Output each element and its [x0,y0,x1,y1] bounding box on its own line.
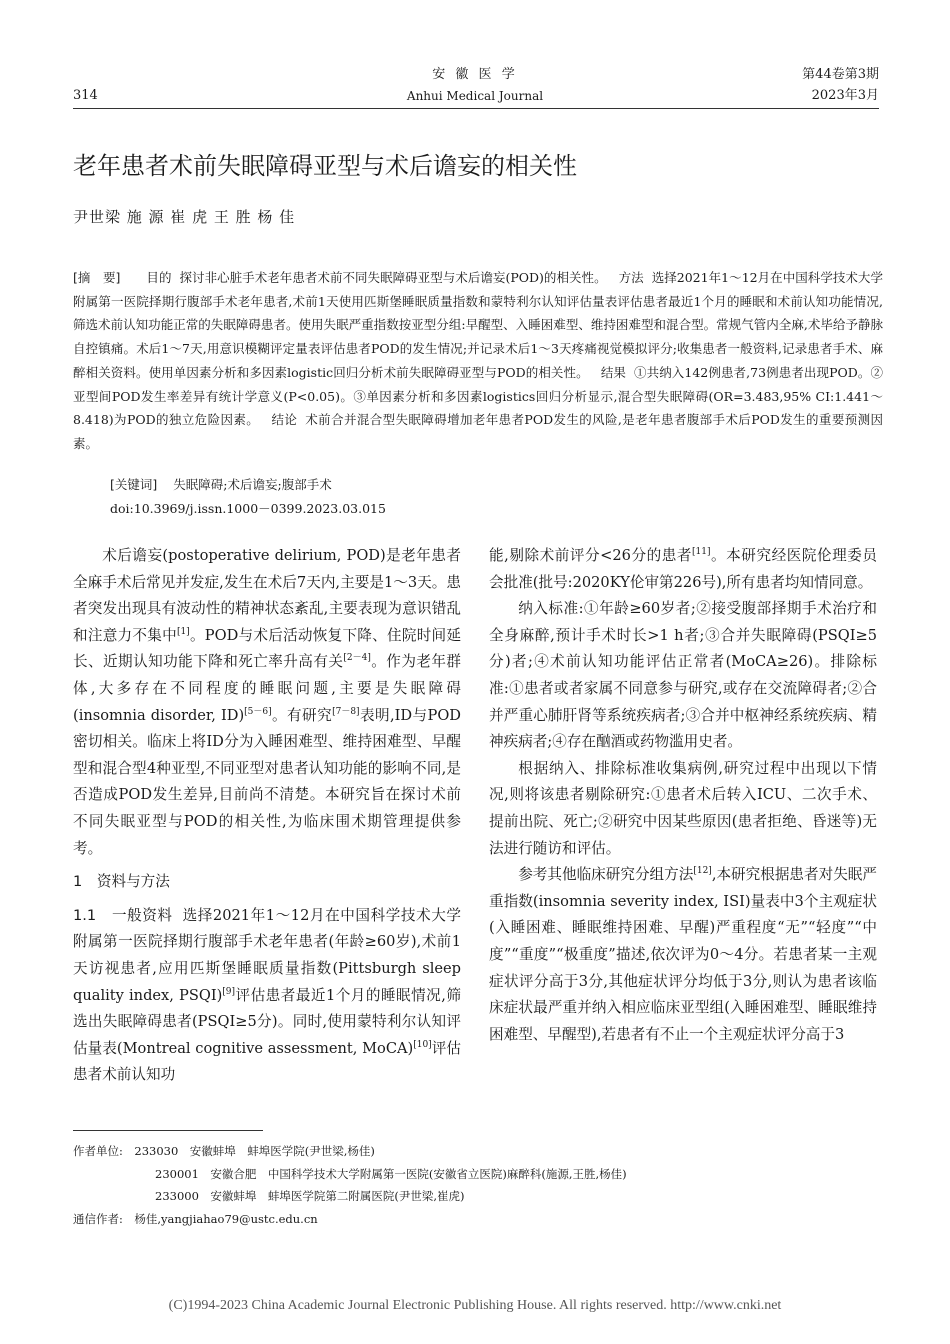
intro-paragraph [73,543,461,862]
issue-date: 2023年3月 [811,88,879,103]
citation[interactable]: [11] [692,547,711,558]
unit-2: 230001 安徽合肥 中国科学技术大学附属第一医院(安徽省立医院)麻醉科(施源,王胜,杨佳) [155,1166,627,1181]
footnote-rule [73,1130,263,1131]
grouping-text-1: 参考其他临床研究分组方法 [518,866,694,884]
body-column-left [73,543,461,1089]
unit-label: 作者单位: [73,1144,123,1158]
copyright-notice: (C)1994-2023 China Academic Journal Electronic Publishing House. All rights reserved. http://www.cnki.net [168,1298,782,1313]
author-unit-row [73,1140,883,1163]
abstract [73,266,883,456]
corresponding-author-row [73,1208,883,1231]
section-heading: 1 资料与方法 [73,873,170,891]
doi[interactable]: doi:10.3969/j.issn.1000－0399.2023.03.015 [110,501,386,516]
unit-3: 233000 安徽蚌埠 蚌埠医学院第二附属医院(尹世梁,崔虎) [155,1189,465,1203]
citation[interactable]: [9] [222,986,236,997]
author-unit-row [73,1185,883,1208]
author-list: 尹世梁 施 源 崔 虎 王 胜 杨 佳 [73,208,296,226]
citation[interactable]: [1] [176,626,190,637]
abstract-results: ①共纳入142例患者,73例患者出现POD。②亚型间POD发生率差异有统计学意义(P<0.05)。③单因素分析和多因素logistics回归分析显示,混合型失眠障碍(OR=3.483,95% CI:1.441～8.418)为POD的独立危险因素。 [73,364,883,428]
methods-paragraph [73,903,461,1089]
continued-text-2: 。本研究经医院伦理委员会批准(批号:2020KY伦审第226号),所有患者均知情同意。 [489,547,877,591]
citation[interactable]: [2－4] [343,653,371,664]
footnotes [73,1140,883,1230]
methods-text-3: 评估患者术前认知功 [73,1039,461,1084]
volume-issue: 第44卷第3期 [802,67,879,82]
methods-label: 方法 [618,270,644,285]
citation[interactable]: [7－8] [332,706,360,717]
corr-label: 通信作者: [73,1211,123,1226]
unit-1: 233030 安徽蚌埠 蚌埠医学院(尹世梁,杨佳) [134,1144,375,1158]
intro-text-5: 表明,ID与POD密切相关。临床上将ID分为入睡困难型、维持困难型、早醒型和混合型4种亚型,不同亚型对患者认知功能的影响不同,是否造成POD发生差异,目前尚不清楚。本研究旨在探讨术前不同失眠亚型与POD的相关性,为临床围术期管理提供参考。 [73,706,461,857]
corr-author[interactable]: 杨佳,yangjiahao79@ustc.edu.cn [134,1211,318,1226]
abstract-objective: 探讨非心脏手术老年患者术前不同失眠障碍亚型与术后谵妄(POD)的相关性。 [179,270,607,285]
grouping-paragraph [489,862,877,1048]
objective-label: 目的 [146,270,172,285]
journal-name-en: Anhui Medical Journal [406,89,544,103]
citation[interactable]: [12] [693,866,712,877]
grouping-text-2: ,本研究根据患者对失眠严重指数(insomnia severity index, ISI)量表中3个主观症状(入睡困难、睡眠维持困难、早醒)严重程度“无”“轻度”“中度”“重度”“极重度”描述,依次评为0～4分。若患者某一主观症状评分高于3分,其他症状评分均低于3分,则认为患者该临床症状最严重并纳入相应临床亚型组(入睡困难型、睡眠维持困难型、早醒型),若患者有不止一个主观症状评分高于3 [489,866,877,1043]
journal-name-cn: 安 徽 医 学 [432,67,518,82]
intro-text-2: 。POD与术后活动恢复下降、住院时间延长、近期认知功能下降和死亡率升高有关 [73,626,461,671]
continued-text-1: 能,剔除术前评分<26分的患者 [489,547,693,564]
keywords-label: [关键词] [110,477,158,492]
inclusion-criteria-paragraph: 纳入标准:①年龄≥60岁者;②接受腹部择期手术治疗和全身麻醉,预计手术时长>1 h者;③合并失眠障碍(PSQI≥5分)者;④术前认知功能评估正常者(MoCA≥26)。排除标准:①患者或者家属不同意参与研究,或存在交流障碍者;②合并严重心肺肝肾等系统疾病者;③合并中枢神经系统疾病、精神疾病者;④存在酗酒或药物滥用史者。 [489,600,877,751]
intro-text-1: 术后谵妄(postoperative delirium, POD)是老年患者全麻手术后常见并发症,发生在术后7天内,主要是1～3天。患者突发出现具有波动性的精神状态紊乱,主要表现为意识错乱和注意力不集中 [73,547,461,644]
continued-paragraph [489,543,877,596]
citation[interactable]: [10] [413,1039,432,1050]
keywords-text: 失眠障碍;术后谵妄;腹部手术 [173,477,332,492]
page-number: 314 [73,88,98,103]
keywords [110,475,332,495]
subsection-label: 1.1 一般资料 [73,906,173,924]
citation[interactable]: [5－6] [244,706,272,717]
paper-title: 老年患者术前失眠障碍亚型与术后谵妄的相关性 [73,152,577,180]
methods-text-2: 评估患者最近1个月的睡眠情况,筛选出失眠障碍患者(PSQI≥5分)。同时,使用蒙特利尔认知评估量表(Montreal cognitive assessment, MoCA) [73,986,461,1057]
abstract-label: [摘 要] [73,270,121,285]
author-unit-row [73,1163,883,1186]
conclusion-label: 结论 [271,412,298,428]
intro-text-4: 。有研究 [271,706,333,724]
intro-text-3: 。作为老年群体,大多存在不同程度的睡眠问题,主要是失眠障碍(insomnia disorder, ID) [73,653,461,724]
abstract-conclusion: 术前合并混合型失眠障碍增加老年患者POD发生的风险,是老年患者腹部手术后POD发生的重要预测因素。 [73,412,883,451]
body-column-right [489,543,877,1048]
results-label: 结果 [600,364,627,380]
exclusion-paragraph: 根据纳入、排除标准收集病例,研究过程中出现以下情况,则将该患者剔除研究:①患者术后转入ICU、二次手术、提前出院、死亡;②研究中因某些原因(患者拒绝、昏迷等)无法进行随访和评估。 [489,759,877,857]
methods-text-1: 选择2021年1～12月在中国科学技术大学附属第一医院择期行腹部手术老年患者(年龄≥60岁),术前1天访视患者,应用匹斯堡睡眠质量指数(Pittsburgh sleep quality index, PSQI) [73,906,461,1004]
header-rule [73,108,879,109]
abstract-methods: 选择2021年1～12月在中国科学技术大学附属第一医院择期行腹部手术老年患者,术前1天使用匹斯堡睡眠质量指数和蒙特利尔认知评估量表评估患者最近1个月的睡眠和术前认知功能情况,筛选术前认知功能正常的失眠障碍患者。使用失眠严重指数按亚型分组:早醒型、入睡困难型、维持困难型和混合型。常规气管内全麻,术毕给予静脉自控镇痛。术后1～7天,用意识模糊评定量表评估患者POD的发生情况;并记录术后1～3天疼痛视觉模拟评分;收集患者一般资料,记录患者手术、麻醉相关资料。使用单因素分析和多因素logistic回归分析术前失眠障碍亚型与POD的相关性。 [73,270,883,380]
